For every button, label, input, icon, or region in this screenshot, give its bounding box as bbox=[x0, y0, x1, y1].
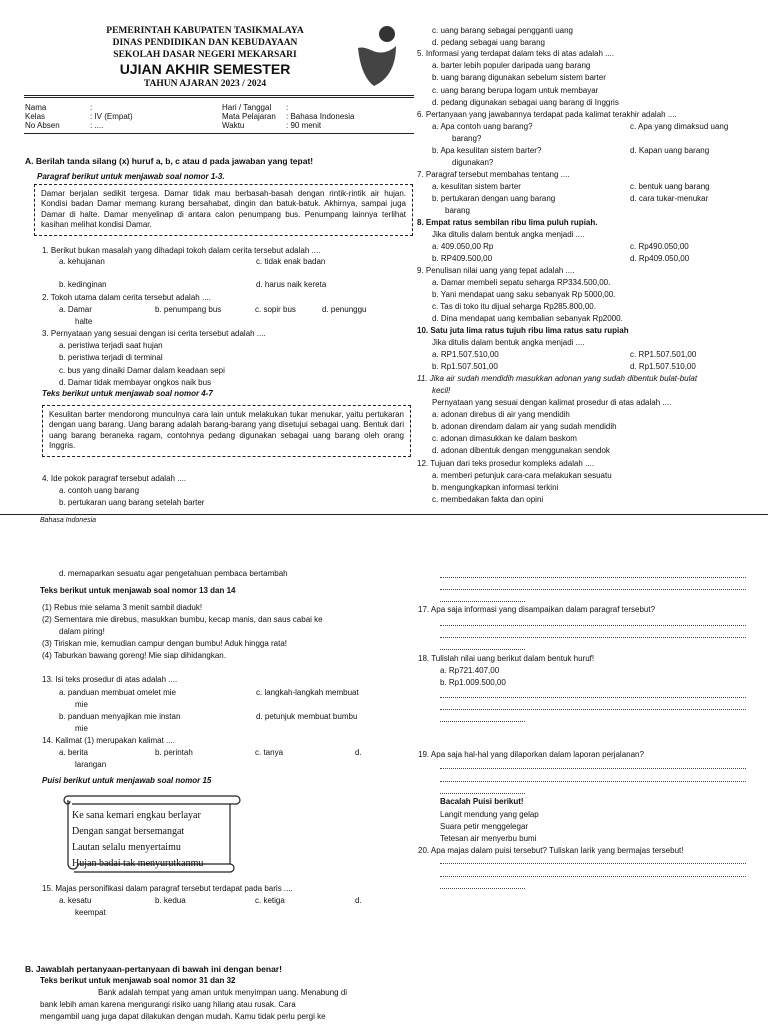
answer-line[interactable] bbox=[440, 781, 746, 782]
question-14: 14. Kalimat (1) merupakan kalimat .... bbox=[42, 736, 175, 745]
header-divider bbox=[24, 95, 414, 96]
q9-option-d[interactable]: d. Dina mendapat uang kembalian sebanyak Rp2000. bbox=[432, 314, 623, 323]
answer-line[interactable] bbox=[440, 888, 525, 889]
answer-line[interactable] bbox=[440, 768, 746, 769]
q6-option-c-cont: barang? bbox=[452, 134, 482, 143]
q10-subtext: Jika ditulis dalam bentuk angka menjadi .... bbox=[432, 338, 585, 347]
question-1: 1. Berikut bukan masalah yang dihadapi tokoh dalam cerita tersebut adalah .... bbox=[42, 246, 321, 255]
q1-option-d[interactable]: d. harus naik kereta bbox=[256, 280, 327, 289]
identity-divider bbox=[24, 133, 414, 134]
answer-line[interactable] bbox=[440, 589, 746, 590]
q7-option-a[interactable]: a. kesulitan sistem barter bbox=[432, 182, 521, 191]
question-2: 2. Tokoh utama dalam cerita tersebut adalah .... bbox=[42, 293, 211, 302]
question-4: 4. Ide pokok paragraf tersebut adalah .... bbox=[42, 474, 187, 483]
footer-subject: Bahasa Indonesia bbox=[40, 517, 97, 524]
q15-option-b[interactable]: b. kedua bbox=[155, 896, 186, 905]
q4-option-b[interactable]: b. pertukaran uang barang setelah barter bbox=[59, 498, 205, 507]
q3-option-a[interactable]: a. peristiwa terjadi saat hujan bbox=[59, 341, 163, 350]
waktu-value: : 90 menit bbox=[286, 121, 322, 130]
bank-text-1: Bank adalah tempat yang aman untuk menyimpan uang. Menabung di bbox=[98, 988, 348, 997]
page-footer-line bbox=[0, 514, 768, 515]
poem2-line-1: Langit mendung yang gelap bbox=[440, 810, 539, 819]
q6-option-c[interactable]: c. Apa yang dimaksud uang bbox=[630, 122, 729, 131]
header-gov: PEMERINTAH KABUPATEN TASIKMALAYA bbox=[106, 26, 304, 36]
hari-label: Hari / Tanggal bbox=[222, 103, 272, 112]
q7-option-b[interactable]: b. pertukaran dengan uang barang bbox=[432, 194, 556, 203]
question-15: 15. Majas personifikasi dalam paragraf tersebut terdapat pada baris .... bbox=[42, 884, 293, 893]
header-dept: DINAS PENDIDIKAN DAN KEBUDAYAAN bbox=[112, 38, 298, 48]
step-4: (4) Taburkan bawang goreng! Mie siap dihidangkan. bbox=[42, 651, 226, 660]
question-13: 13. Isi teks prosedur di atas adalah .... bbox=[42, 675, 178, 684]
kelas-value: : IV (Empat) bbox=[90, 112, 133, 121]
q3-option-c[interactable]: c. bus yang dinaiki Damar dalam keadaan sepi bbox=[59, 366, 225, 375]
q7-option-c[interactable]: c. bentuk uang barang bbox=[630, 182, 710, 191]
para2-intro: Teks berikut untuk menjawab soal nomor 4-7 bbox=[42, 389, 213, 398]
q10-option-c[interactable]: c. RP1.507.501,00 bbox=[630, 350, 697, 359]
q14-option-c[interactable]: c. tanya bbox=[255, 748, 284, 757]
poem2-line-3: Tetesan air menyerbu bumi bbox=[440, 834, 537, 843]
q11-subtext: Pernyataan yang sesuai dengan kalimat prosedur di atas adalah .... bbox=[432, 398, 672, 407]
header-year: TAHUN AJARAN 2023 / 2024 bbox=[143, 79, 267, 89]
answer-line[interactable] bbox=[440, 876, 746, 877]
question-9: 9. Penulisan nilai uang yang tepat adalah .... bbox=[417, 266, 575, 275]
intro-13-14: Teks berikut untuk menjawab soal nomor 13 dan 14 bbox=[40, 586, 236, 595]
q2-option-d[interactable]: d. penunggu bbox=[322, 305, 367, 314]
q8-option-c[interactable]: c. Rp490.050,00 bbox=[630, 242, 689, 251]
step-3: (3) Tiriskan mie, kemudian campur dengan bumbu! Aduk hingga rata! bbox=[42, 639, 288, 648]
q12-option-d[interactable]: d. memaparkan sesuatu agar pengetahuan pembaca bertambah bbox=[59, 569, 288, 578]
header-exam: UJIAN AKHIR SEMESTER bbox=[119, 61, 291, 77]
exam-page-2 bbox=[0, 546, 768, 1024]
q13-option-b[interactable]: b. panduan menyajikan mie instan bbox=[59, 712, 181, 721]
q11-option-c[interactable]: c. adonan dimasukkan ke dalam baskom bbox=[432, 434, 577, 443]
q6-option-d-cont: digunakan? bbox=[452, 158, 494, 167]
step-2-cont: dalam piring! bbox=[59, 627, 105, 636]
q10-option-b[interactable]: b. Rp1.507.501,00 bbox=[432, 362, 498, 371]
poem-line-3: Lautan selalu menyertaimu bbox=[72, 842, 181, 853]
step-1: (1) Rebus mie selama 3 menit sambil diaduk! bbox=[42, 603, 203, 612]
question-18: 18. Tulislah nilai uang berikut dalam bentuk huruf! bbox=[418, 654, 595, 663]
poem-line-1: Ke sana kemari engkau berlayar bbox=[72, 810, 201, 821]
bacalah-title: Bacalah Puisi berikut! bbox=[440, 797, 524, 806]
q9-option-a[interactable]: a. Damar membeli sepatu seharga RP334.500,00. bbox=[432, 278, 611, 287]
nama-value[interactable]: : bbox=[90, 103, 93, 112]
q5-option-a[interactable]: a. barter lebih populer daripada uang barang bbox=[432, 61, 591, 70]
answer-line[interactable] bbox=[440, 709, 746, 710]
nama-label: Nama bbox=[25, 103, 47, 112]
para1-box: Damar berjalan sedikit tergesa. Damar tidak mau berbasah-basah dengan rintik-rintik air hujan. Kondisi badan Damar memang kurang bersahabat, dingin dan batuk-batuk. Akhirnya, sampai juga Damar di halte. Damar menyelinap di antara calon penumpang bus. Penumpang lainnya terlihat kasihan melihat kondisi Damar. bbox=[34, 184, 413, 236]
q18-item-a: a. Rp721.407,00 bbox=[440, 666, 500, 675]
q2-option-d-cont: halte bbox=[75, 317, 93, 326]
q14-option-a[interactable]: a. berita bbox=[59, 748, 88, 757]
q1-option-a[interactable]: a. kehujanan bbox=[59, 257, 105, 266]
q7-option-d[interactable]: d. cara tukar-menukar bbox=[630, 194, 709, 203]
question-5: 5. Informasi yang terdapat dalam teks di atas adalah .... bbox=[417, 49, 614, 58]
poem-line-2: Dengan sangat bersemangat bbox=[72, 826, 185, 837]
question-11: 11. Jika air sudah mendidih masukkan adonan yang sudah dibentuk bulat-bulat bbox=[417, 374, 698, 383]
q12-option-c[interactable]: c. membedakan fakta dan opini bbox=[432, 495, 544, 504]
q13-option-a[interactable]: a. panduan membuat omelet mie bbox=[59, 688, 176, 697]
q12-option-a[interactable]: a. memberi petunjuk cara-cara melakukan sesuatu bbox=[432, 471, 612, 480]
para2-box: Kesulitan barter mendorong munculnya cara lain untuk melakukan tukar menukar, yaitu pertukaran dengan uang barang. Uang barang adalah barang-barang yang disetujui sebagai uang. Bentuk dari uang barang beraneka ragam, contohnya pedang digunakan sebagai uang barang oleh orang Inggris. bbox=[42, 405, 411, 457]
mapel-value: : Bahasa Indonesia bbox=[286, 112, 355, 121]
q6-option-d[interactable]: d. Kapan uang barang bbox=[630, 146, 710, 155]
q15-option-c[interactable]: c. ketiga bbox=[255, 896, 285, 905]
q8-option-b[interactable]: b. RP409.500,00 bbox=[432, 254, 493, 263]
answer-line[interactable] bbox=[440, 863, 746, 864]
answer-line[interactable] bbox=[440, 637, 746, 638]
para1-intro: Paragraf berikut untuk menjawab soal nomor 1-3. bbox=[37, 172, 225, 181]
q4-option-c[interactable]: c. uang barang sebagai pengganti uang bbox=[432, 26, 574, 35]
absen-value[interactable]: : .... bbox=[90, 121, 104, 130]
q11-option-a[interactable]: a. adonan direbus di air yang mendidih bbox=[432, 410, 570, 419]
intro-15: Puisi berikut untuk menjawab soal nomor 15 bbox=[42, 776, 212, 785]
q18-item-b: b. Rp1.009.500,00 bbox=[440, 678, 506, 687]
q11-option-d[interactable]: d. adonan dibentuk dengan menggunakan sendok bbox=[432, 446, 610, 455]
q8-subtext: Jika ditulis dalam bentuk angka menjadi .... bbox=[432, 230, 585, 239]
q1-option-b[interactable]: b. kedinginan bbox=[59, 280, 107, 289]
q13-option-a-cont: mie bbox=[75, 700, 88, 709]
q14-option-d[interactable]: d. bbox=[355, 748, 362, 757]
q15-option-d[interactable]: d. bbox=[355, 896, 362, 905]
bank-text-2: bank lebih aman karena mengurangi risiko uang hilang atau rusak. Cara bbox=[40, 1000, 296, 1009]
school-logo-icon bbox=[352, 22, 402, 88]
q10-option-a[interactable]: a. RP1.507.510,00 bbox=[432, 350, 499, 359]
question-19: 19. Apa saja hal-hal yang dilaporkan dalam laporan perjalanan? bbox=[418, 750, 644, 759]
q13-option-b-cont: mie bbox=[75, 724, 88, 733]
answer-line[interactable] bbox=[440, 793, 525, 794]
q15-option-a[interactable]: a. kesatu bbox=[59, 896, 92, 905]
q4-option-a[interactable]: a. contoh uang barang bbox=[59, 486, 140, 495]
q2-option-b[interactable]: b. penumpang bus bbox=[155, 305, 222, 314]
question-8: 8. Empat ratus sembilan ribu lima puluh rupiah. bbox=[417, 218, 598, 227]
poem-line-4: Hujan badai tak menyurutkanmu bbox=[72, 858, 204, 869]
bank-text-3: mengambil uang juga dapat dilakukan dengan mudah. Kamu tidak perlu pergi ke bbox=[40, 1012, 326, 1021]
q13-option-c[interactable]: c. langkah-langkah membuat bbox=[256, 688, 359, 697]
q7-option-b-cont: barang bbox=[445, 206, 470, 215]
q6-option-b[interactable]: b. Apa kesulitan sistem barter? bbox=[432, 146, 542, 155]
q4-option-d[interactable]: d. pedang sebagai uang barang bbox=[432, 38, 545, 47]
q12-option-b[interactable]: b. mengungkapkan informasi terkini bbox=[432, 483, 559, 492]
answer-line[interactable] bbox=[440, 649, 525, 650]
kelas-label: Kelas bbox=[25, 112, 46, 121]
waktu-label: Waktu bbox=[222, 121, 245, 130]
q9-option-c[interactable]: c. Tas di toko itu dijual seharga Rp285.800,00. bbox=[432, 302, 596, 311]
step-2: (2) Sementara mie direbus, masukkan bumbu, kecap manis, dan saus cabai ke bbox=[42, 615, 323, 624]
intro-31-32: Teks berikut untuk menjawab soal nomor 31 dan 32 bbox=[40, 976, 236, 985]
q15-option-a-cont: keempat bbox=[75, 908, 106, 917]
answer-line[interactable] bbox=[440, 697, 746, 698]
header-school: SEKOLAH DASAR NEGERI MEKARSARI bbox=[113, 50, 297, 60]
q3-option-b[interactable]: b. peristiwa terjadi di terminal bbox=[59, 353, 163, 362]
q2-option-a[interactable]: a. Damar bbox=[59, 305, 92, 314]
q8-option-a[interactable]: a. 409.050,00 Rp bbox=[432, 242, 494, 251]
q5-option-c[interactable]: c. uang barang berupa logam untuk membayar bbox=[432, 86, 599, 95]
question-7: 7. Paragraf tersebut membahas tentang .... bbox=[417, 170, 570, 179]
answer-line[interactable] bbox=[440, 577, 746, 578]
q8-option-d[interactable]: d. Rp409.050,00 bbox=[630, 254, 690, 263]
q9-option-b[interactable]: b. Yani mendapat uang saku sebanyak Rp 5000,00. bbox=[432, 290, 616, 299]
hari-value[interactable]: : bbox=[286, 103, 289, 112]
question-10: 10. Satu juta lima ratus tujuh ribu lima ratus satu rupiah bbox=[417, 326, 629, 335]
q13-option-d[interactable]: d. petunjuk membuat bumbu bbox=[256, 712, 358, 721]
question-12: 12. Tujuan dari teks prosedur kompleks adalah .... bbox=[417, 459, 594, 468]
q2-option-c[interactable]: c. sopir bus bbox=[255, 305, 296, 314]
question-6: 6. Pertanyaan yang jawabannya terdapat pada kalimat terakhir adalah .... bbox=[417, 110, 677, 119]
question-3: 3. Pernyataan yang sesuai dengan isi cerita tersebut adalah .... bbox=[42, 329, 266, 338]
q14-option-b[interactable]: b. perintah bbox=[155, 748, 193, 757]
q14-option-d-cont: larangan bbox=[75, 760, 107, 769]
answer-line[interactable] bbox=[440, 625, 746, 626]
question-11-cont: kecil! bbox=[432, 386, 451, 395]
section-a-title: A. Berilah tanda silang (x) huruf a, b, c atau d pada jawaban yang tepat! bbox=[25, 156, 314, 166]
answer-line[interactable] bbox=[440, 721, 525, 722]
q11-option-b[interactable]: b. adonan direndam dalam air yang sudah mendidih bbox=[432, 422, 617, 431]
question-20: 20. Apa majas dalam puisi tersebut? Tuliskan larik yang bermajas tersebut! bbox=[418, 846, 684, 855]
mapel-label: Mata Pelajaran bbox=[222, 112, 276, 121]
q3-option-d[interactable]: d. Damar tidak membayar ongkos naik bus bbox=[59, 378, 212, 387]
poem2-line-2: Suara petir menggelegar bbox=[440, 822, 529, 831]
section-b-title: B. Jawablah pertanyaan-pertanyaan di bawah ini dengan benar! bbox=[25, 964, 282, 974]
question-17: 17. Apa saja informasi yang disampaikan dalam paragraf tersebut? bbox=[418, 605, 656, 614]
q6-option-a[interactable]: a. Apa contoh uang barang? bbox=[432, 122, 533, 131]
q10-option-d[interactable]: d. Rp1.507.510,00 bbox=[630, 362, 696, 371]
q5-option-d[interactable]: d. pedang digunakan sebagai uang barang di Inggris bbox=[432, 98, 619, 107]
header-divider-2 bbox=[24, 97, 414, 98]
absen-label: No Absen bbox=[25, 121, 60, 130]
q1-option-c[interactable]: c. tidak enak badan bbox=[256, 257, 326, 266]
answer-line[interactable] bbox=[440, 601, 525, 602]
q5-option-b[interactable]: b. uang barang digunakan sebelum sistem barter bbox=[432, 73, 606, 82]
